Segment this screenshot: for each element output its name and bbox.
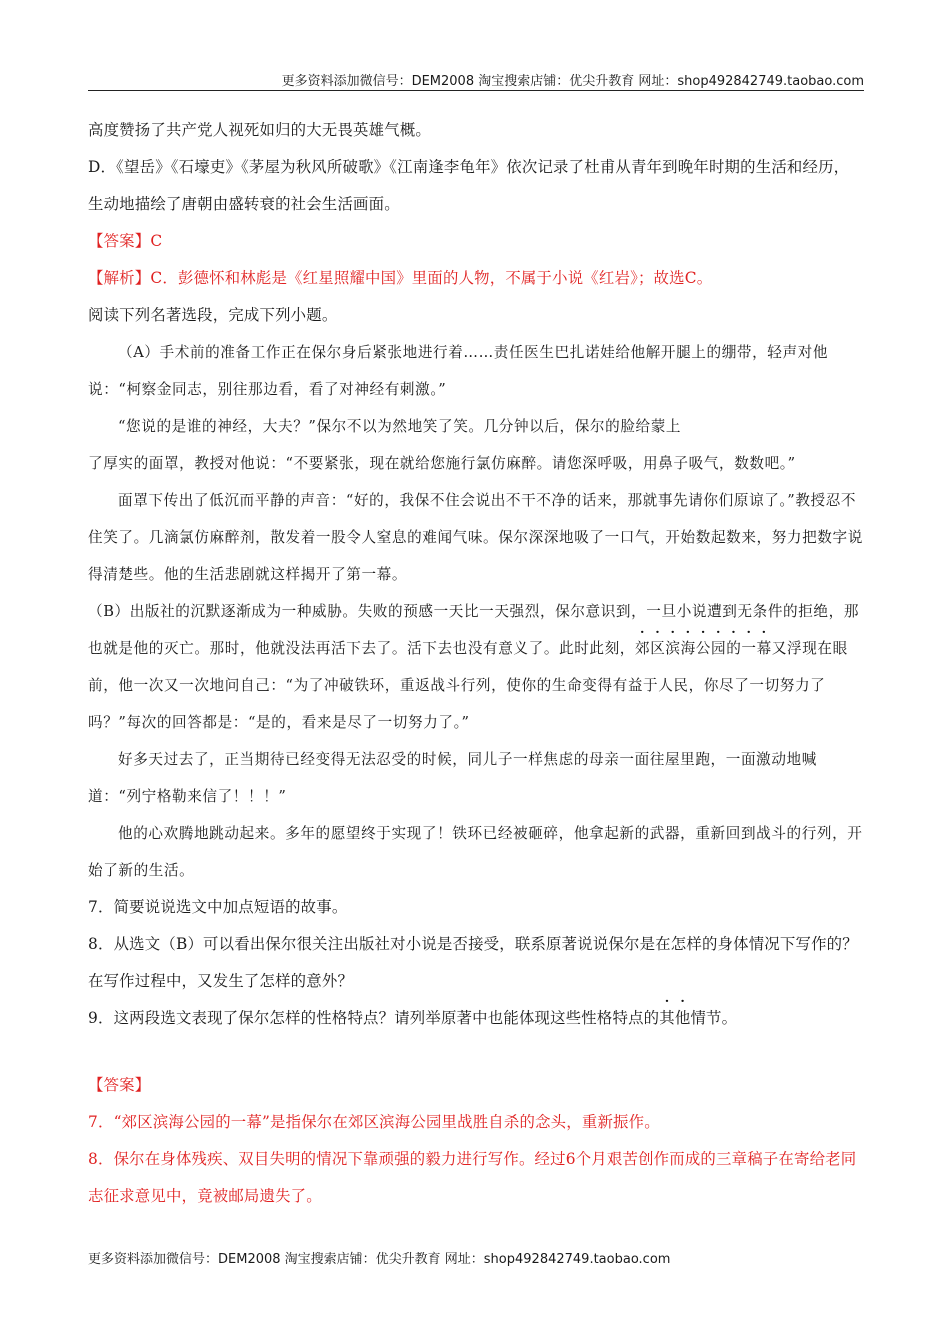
answer-1-label: 【答案】 [88,232,151,250]
dotted-char: 滨 [665,640,681,657]
question-8: 8．从选文（B）可以看出保尔很关注出版社对小说是否接受，联系原著说说保尔是在怎样的身体情况下写作的？在写作过程中，又发生了怎样的意外？ [88,935,858,990]
answer-1-value: C [150,232,163,250]
dotted-char: 一 [741,640,757,657]
dotted-char: 园 [711,640,727,657]
page-content [88,112,864,1215]
previous-option-tail: 高度赞扬了共产党人视死如归的大无畏英雄气概。 [88,121,431,139]
passage-b-before: （B）出版社的沉默逐渐成为一种威胁。失败的预感一天比一天强烈，保尔意识到，一旦小说遭到无条件的拒绝，那也就是他的灭亡。那时，他就没法再活下去了。活下去也没有意义了。此时此刻， [88,603,860,657]
dotted-char: 区 [650,640,666,657]
dotted-char: 其 [659,1009,675,1027]
dotted-char: 海 [680,640,696,657]
dotted-char: 公 [695,640,711,657]
question-9-after: 情节。 [690,1009,738,1027]
passage-a-p4: 面罩下传出了低沉而平静的声音：“好的，我保不住会说出不干不净的话来，那就事先请你们原谅了。”教授忍不住笑了。几滴氯仿麻醉剂，散发着一股令人窒息的难闻气味。保尔深深地吸了一口气，开始数起数来，努力把数字说得清楚些。他的生活悲剧就这样揭开了第一幕。 [88,492,863,583]
analysis-text: C．彭德怀和林彪是《红星照耀中国》里面的人物，不属于小说《红岩》；故选C。 [150,269,713,287]
question-9-before: 9．这两段选文表现了保尔怎样的性格特点？请列举原著中也能体现这些性格特点的 [88,1009,660,1027]
header-rule [88,90,864,91]
reading-instruction: 阅读下列名著选段，完成下列小题。 [88,306,338,324]
passage-b-after: 又浮现在眼前，他一次又一次地问自己：“为了冲破铁环，重返战斗行列，使你的生命变得有益于人民，你尽了一切努力了吗？”每次的回答都是：“是的，看来是尽了一切努力了。” [88,640,848,731]
dotted-char: 郊 [634,640,651,657]
passage-a-p3: 了厚实的面罩，教授对他说：“不要紧张，现在就给您施行氯仿麻醉。请您深呼吸，用鼻子吸气，数数吧。” [88,455,796,472]
answer-7: 7．“郊区滨海公园的一幕”是指保尔在郊区滨海公园里战胜自杀的念头，重新振作。 [88,1113,660,1131]
dotted-char: 幕 [756,640,772,657]
option-d: D．《望岳》《石壕吏》《茅屋为秋风所破歌》《江南逢李龟年》依次记录了杜甫从青年到晚年时期的生活和经历，生动地描绘了唐朝由盛转衰的社会生活画面。 [88,158,850,213]
answer-2-label: 【答案】 [88,1076,151,1094]
question-9 [88,1000,864,1037]
spacer [88,1037,864,1067]
answer-8: 8．保尔在身体残疾、双目失明的情况下靠顽强的毅力进行写作。经过6个月艰苦创作而成的三章稿子在寄给老同志征求意见中，竟被邮局遗失了。 [88,1150,857,1205]
analysis-label: 【解析】 [88,269,151,287]
dotted-char: 的 [726,640,742,657]
passage-b-p3: 他的心欢腾地跳动起来。多年的愿望终于实现了！铁环已经被砸碎，他拿起新的武器，重新回到战斗的行列，开始了新的生活。 [88,825,863,879]
answer-1 [88,223,864,260]
page-footer: 更多资料添加微信号：DEM2008 淘宝搜索店铺：优尖升教育 网址：shop492842749.taobao.com [88,1252,671,1267]
passage-a-p2: “您说的是谁的神经，大夫？”保尔不以为然地笑了笑。几分钟以后，保尔的脸给蒙上 [118,418,682,435]
passage-b-p1 [88,593,864,741]
passage-b-p2: 好多天过去了，正当期待已经变得无法忍受的时候，同儿子一样焦虑的母亲一面往屋里跑，一面激动地喊道：“列宁格勒来信了！！！” [88,751,817,805]
analysis [88,260,864,297]
question-7: 7．简要说说选文中加点短语的故事。 [88,898,348,916]
passage-a-p1: （A）手术前的准备工作正在保尔身后紧张地进行着……责任医生巴扎诺娃给他解开腿上的绷带，轻声对他说：“柯察金同志，别往那边看，看了对神经有刺激。” [88,344,829,398]
dotted-char: 他 [674,1009,691,1027]
page-header: 更多资料添加微信号：DEM2008 淘宝搜索店铺：优尖升教育 网址：shop492842749.taobao.com [281,74,864,89]
